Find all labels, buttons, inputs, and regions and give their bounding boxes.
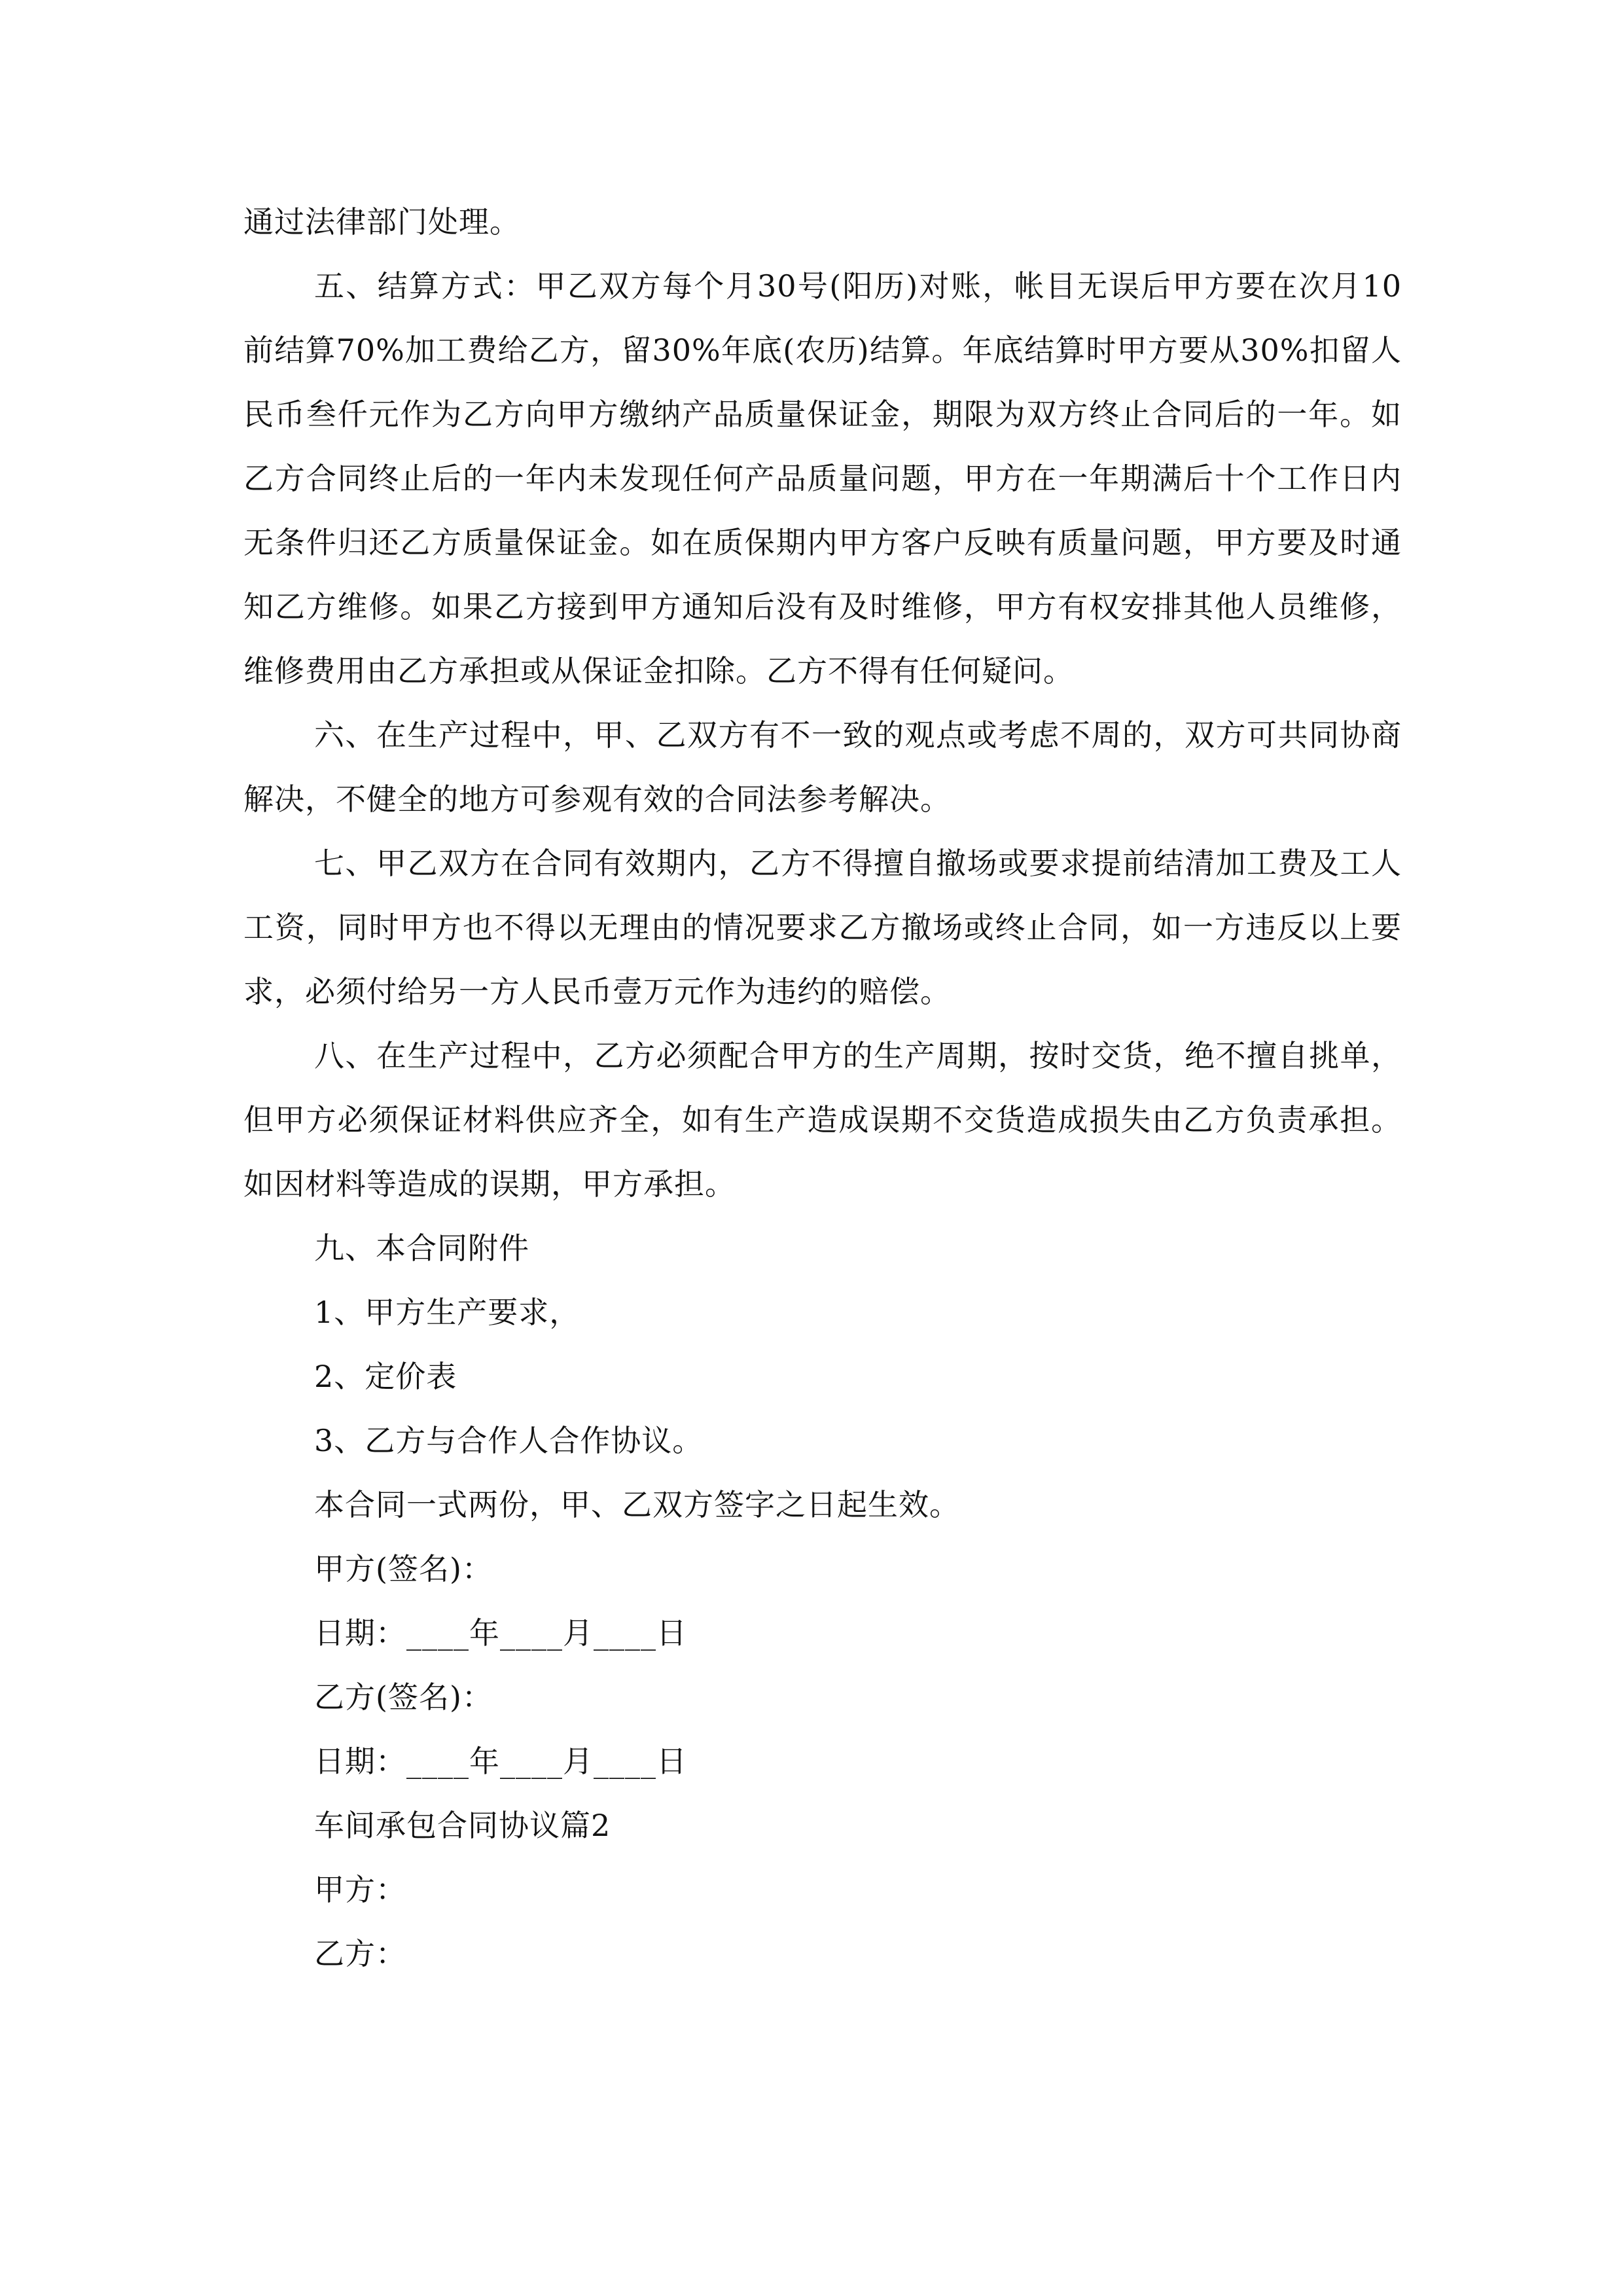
- paragraph-disputes: 六、在生产过程中，甲、乙双方有不一致的观点或考虑不周的，双方可共同协商解决，不健全的地方可参观有效的合同法参考解决。: [243, 717, 1402, 817]
- attachments-heading: 九、本合同附件: [314, 1230, 529, 1266]
- attachment-item: 2、定价表: [314, 1359, 457, 1394]
- section-title: 车间承包合同协议篇2: [314, 1808, 611, 1843]
- party-a-date: 日期：____年____月____日: [314, 1615, 687, 1651]
- party-a-signature: 甲方(签名)：: [314, 1551, 493, 1587]
- party-b-date: 日期：____年____月____日: [314, 1744, 687, 1779]
- party-b-label: 乙方：: [314, 1936, 406, 1971]
- paragraph-legal-handling: 通过法律部门处理。: [243, 204, 520, 240]
- attachment-item: 1、甲方生产要求，: [314, 1295, 580, 1330]
- party-b-signature: 乙方(签名)：: [314, 1679, 493, 1715]
- paragraph-production: 八、在生产过程中，乙方必须配合甲方的生产周期，按时交货，绝不擅自挑单，但甲方必须保证材料供应齐全，如有生产造成误期不交货造成损失由乙方负责承担。如因材料等造成的误期，甲方承担。: [243, 1038, 1402, 1202]
- attachment-item: 3、乙方与合作人合作协议。: [314, 1423, 704, 1458]
- document-body: [243, 190, 1402, 1986]
- paragraph-settlement: 五、结算方式：甲乙双方每个月30号(阳历)对账，帐目无误后甲方要在次月10前结算70%加工费给乙方，留30%年底(农历)结算。年底结算时甲方要从30%扣留人民币叁仟元作为乙方向甲方缴纳产品质量保证金，期限为双方终止合同后的一年。如乙方合同终止后的一年内未发现任何产品质量问题，甲方在一年期满后十个工作日内无条件归还乙方质量保证金。如在质保期内甲方客户反映有质量问题，甲方要及时通知乙方维修。如果乙方接到甲方通知后没有及时维修，甲方有权安排其他人员维修，维修费用由乙方承担或从保证金扣除。乙方不得有任何疑问。: [243, 268, 1402, 689]
- effective-clause: 本合同一式两份，甲、乙双方签字之日起生效。: [314, 1487, 960, 1522]
- party-a-label: 甲方：: [314, 1872, 406, 1907]
- paragraph-breach: 七、甲乙双方在合同有效期内，乙方不得擅自撤场或要求提前结清加工费及工人工资，同时甲方也不得以无理由的情况要求乙方撤场或终止合同，如一方违反以上要求，必须付给另一方人民币壹万元作为违约的赔偿。: [243, 846, 1402, 1009]
